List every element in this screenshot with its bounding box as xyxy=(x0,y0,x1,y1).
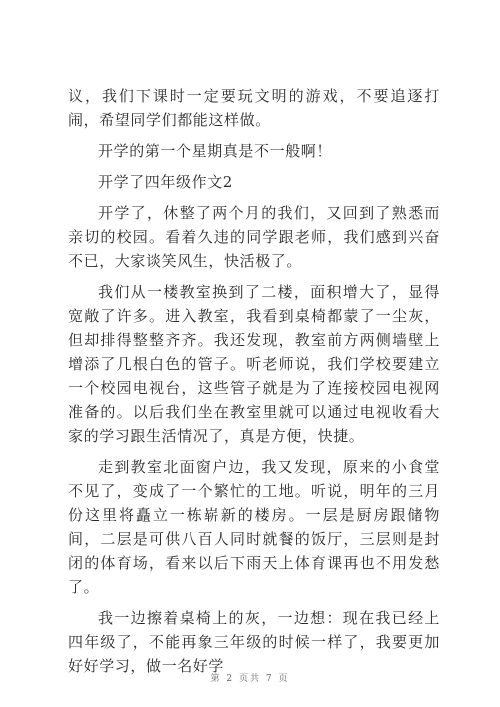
page-number-footer: 第 2 页共 7 页 xyxy=(210,674,290,684)
paragraph-intro: 开学了，休整了两个月的我们，又回到了熟悉而亲切的校园。看着久违的同学跟老师，我们感到兴奋不已，大家谈笑风生，快活极了。 xyxy=(68,204,440,270)
paragraph-continuation: 议，我们下课时一定要玩文明的游戏，不要追逐打闹，希望同学们都能这样做。 xyxy=(68,87,440,129)
paragraph-reflection: 我一边擦着桌椅上的灰，一边想：现在我已经上四年级了，不能再象三年级的时候一样了，我要更加好好学习，做一名好学 xyxy=(68,609,440,675)
paragraph-window: 走到教室北面窗户边，我又发现，原来的小食堂不见了，变成了一个繁忙的工地。听说，明年的三月份这里将矗立一栋崭新的楼房。一层是厨房跟储物间，二层是可供八百人同时就餐的饭厅，三层则是封闭的体育场，看来以后下雨天上体育课再也不用发愁了。 xyxy=(68,458,440,596)
document-body xyxy=(68,84,440,685)
paragraph-exclamation: 开学的第一个星期真是不一般啊！ xyxy=(98,142,333,160)
essay-title: 开学了四年级作文2 xyxy=(98,173,233,191)
paragraph-classroom: 我们从一楼教室换到了二楼，面积增大了，显得宽敞了许多。进入教室，我看到桌椅都蒙了一尘灰，但却排得整整齐齐。我还发现，教室前方两侧墙壁上增添了几根白色的管子。听老师说，我们学校要建立一个校园电视台，这些管子就是为了连接校园电视网准备的。以后我们坐在教室里就可以通过电视收看大家的学习跟生活情况了，真是方便，快捷。 xyxy=(68,283,440,445)
